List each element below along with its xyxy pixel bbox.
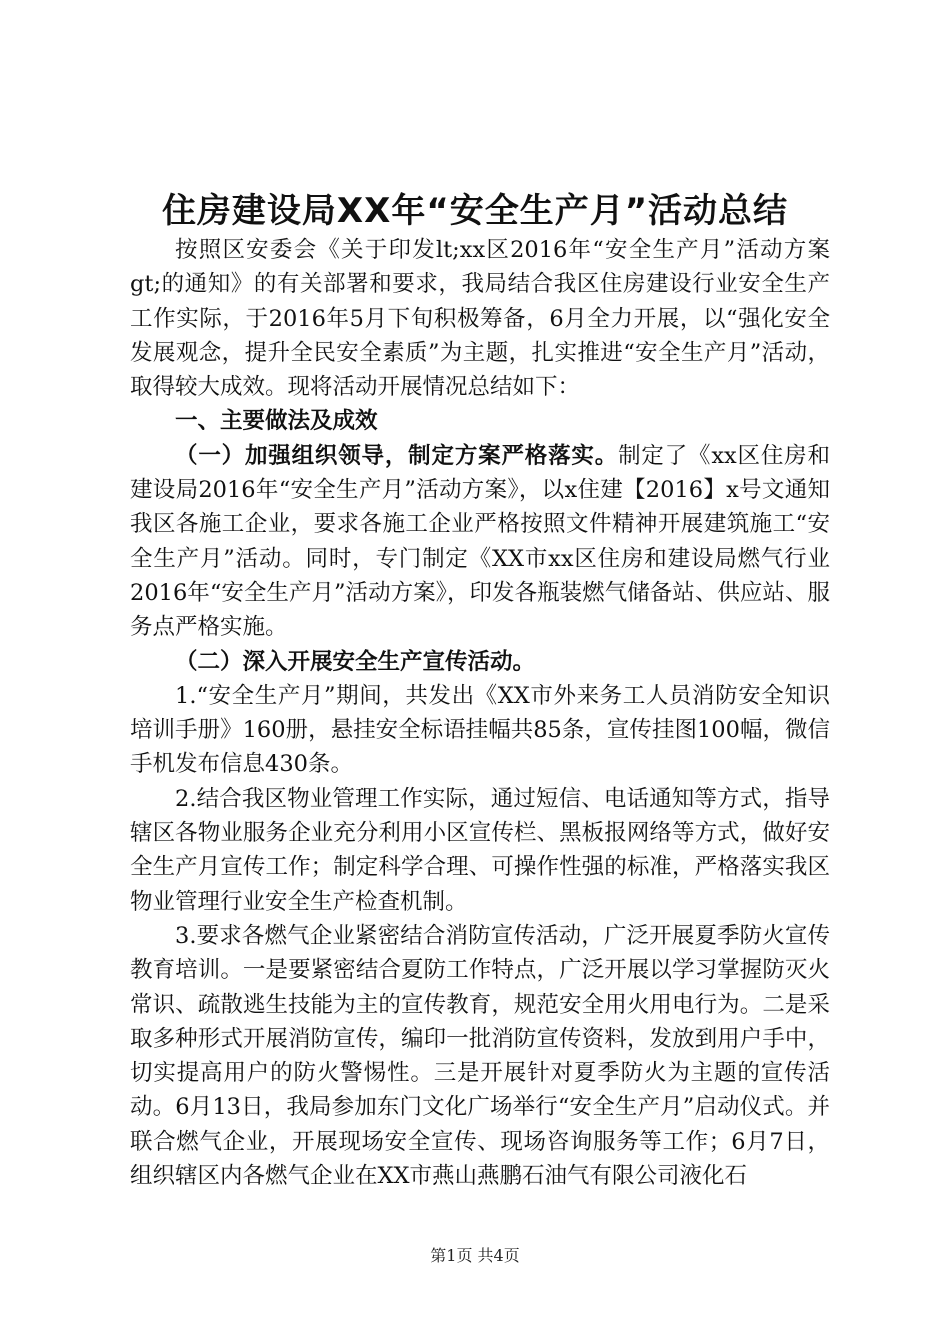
list-item-3: 3.要求各燃气企业紧密结合消防宣传活动，广泛开展夏季防火宣传教育培训。一是要紧密结合夏防工作特点，广泛开展以学习掌握防灭火常识、疏散逃生技能为主的宣传教育，规范安全用火用电行为。二是采取多种形式开展消防宣传，编印一批消防宣传资料，发放到用户手中，切实提高用户的防火警惕性。三是开展针对夏季防火为主题的宣传活动。6月13日，我局参加东门文化广场举行“安全生产月”启动仪式。并联合燃气企业，开展现场安全宣传、现场咨询服务等工作；6月7日，组织辖区内各燃气企业在XX市燕山燕鹏石油气有限公司液化石 <box>130 922 830 1190</box>
list-item-2: 2.结合我区物业管理工作实际，通过短信、电话通知等方式，指导辖区各物业服务企业充分利用小区宣传栏、黑板报网络等方式，做好安全生产月宣传工作；制定科学合理、可操作性强的标准，严格落实我区物业管理行业安全生产检查机制。 <box>130 785 830 915</box>
page-number: 第1页 共4页 <box>430 1246 520 1265</box>
subsection-1-text: 制定了《xx区住房和建设局2016年“安全生产月”活动方案》，以x住建【2016】x号文通知我区各施工企业，要求各施工企业严格按照文件精神开展建筑施工“安全生产月”活动。同时，专门制定《XX市xx区住房和建设局燃气行业2016年“安全生产月”活动方案》，印发各瓶装燃气储备站、供应站、服务点严格实施。 <box>130 442 830 641</box>
document-title: 住房建设局XX年“安全生产月”活动总结 <box>161 191 789 231</box>
subsection-2-heading: （二）深入开展安全生产宣传活动。 <box>175 648 536 675</box>
list-item-1: 1.“安全生产月”期间，共发出《XX市外来务工人员消防安全知识培训手册》160册，悬挂安全标语挂幅共85条，宣传挂图100幅，微信手机发布信息430条。 <box>130 682 830 778</box>
subsection-1-heading: （一）加强组织领导，制定方案严格落实。 <box>175 442 619 469</box>
document-body <box>130 233 830 1193</box>
subsection-2-paragraph <box>130 645 830 679</box>
section-heading: 一、主要做法及成效 <box>175 408 378 435</box>
intro-paragraph: 按照区安委会《关于印发lt;xx区2016年“安全生产月”活动方案gt;的通知》的有关部署和要求，我局结合我区住房建设行业安全生产工作实际，于2016年5月下旬积极筹备，6月全力开展，以“强化安全发展观念，提升全民安全素质”为主题，扎实推进“安全生产月”活动，取得较大成效。现将活动开展情况总结如下： <box>130 237 830 401</box>
subsection-1-paragraph <box>130 439 830 645</box>
